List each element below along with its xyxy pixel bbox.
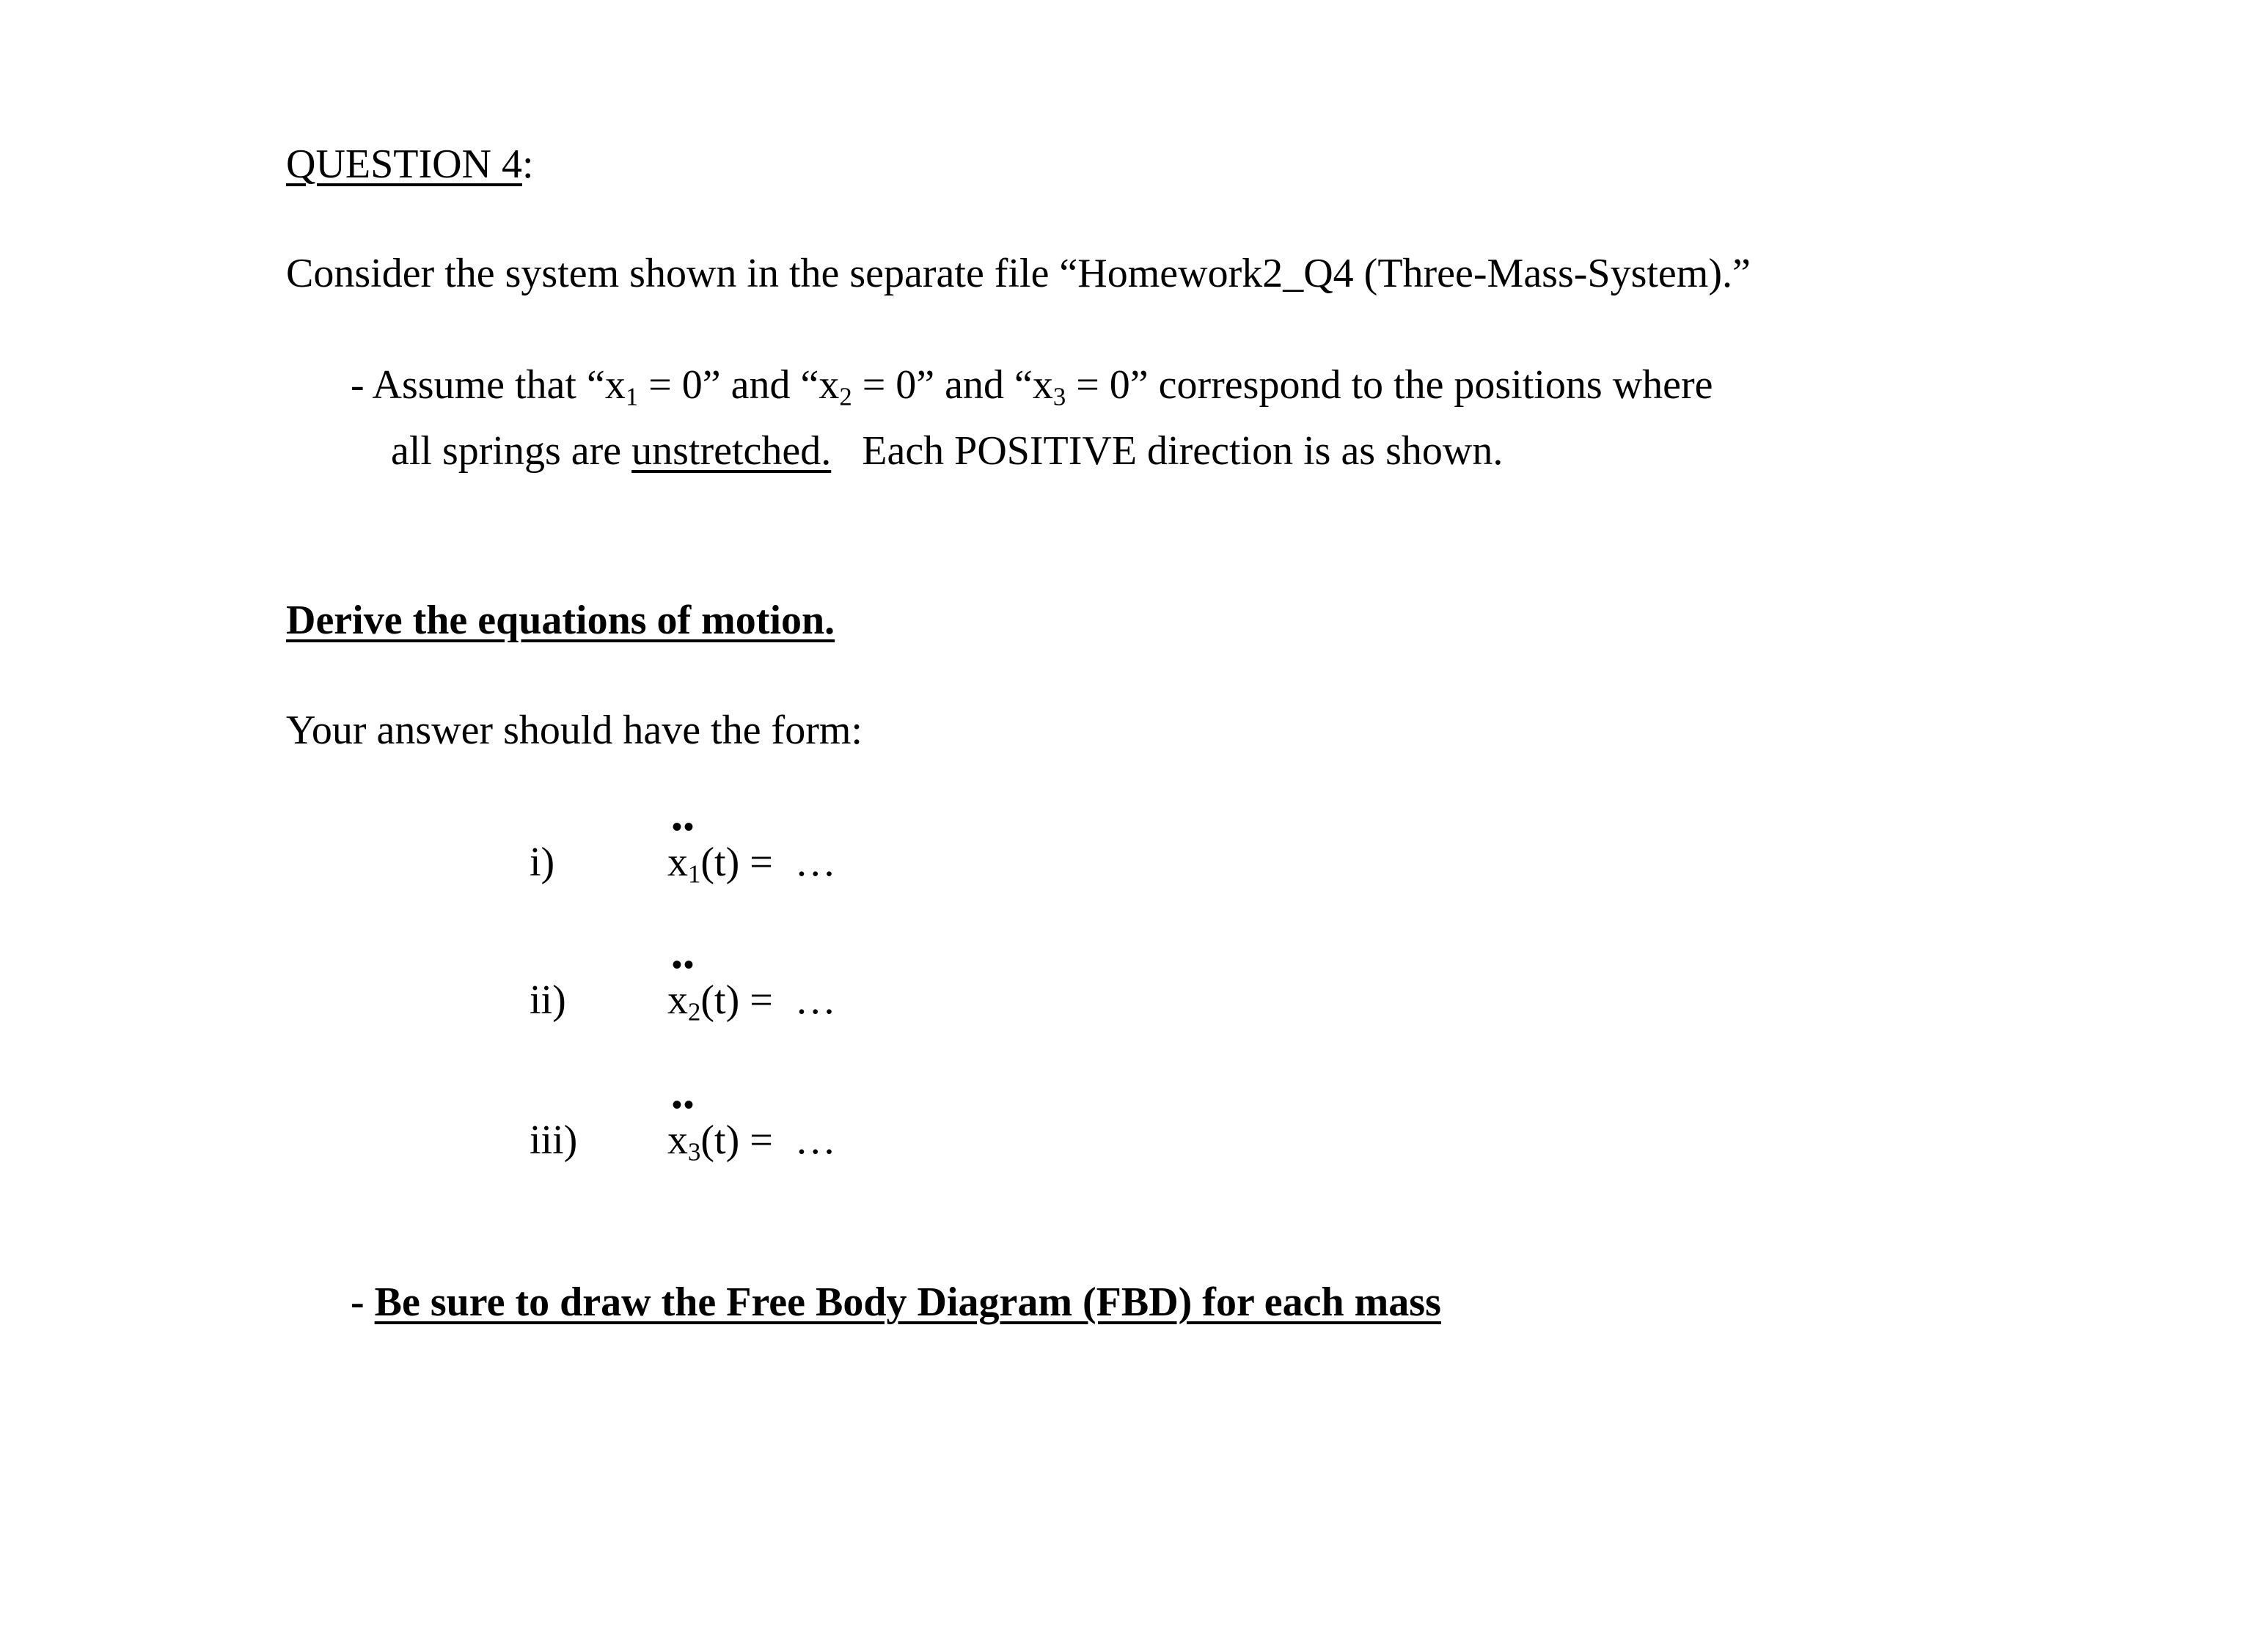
question-heading — [286, 144, 534, 185]
assumption-part-3: = 0” and “x — [852, 362, 1053, 408]
fbd-dash: - — [351, 1280, 375, 1325]
equation-3-ellipsis: … — [794, 1117, 836, 1163]
assumption-part-1: - Assume that “x — [351, 362, 626, 408]
equation-2-sub: 2 — [688, 997, 701, 1027]
equation-2-variable — [667, 948, 696, 1023]
assumption-sub-1: 1 — [625, 382, 639, 411]
equation-1-x: x — [667, 840, 688, 885]
fbd-note — [351, 1282, 1441, 1323]
assumption-line-1 — [351, 362, 1713, 411]
form-intro: Your answer should have the form: — [286, 708, 863, 753]
question-heading-text: QUESTION 4 — [286, 142, 522, 187]
double-dot-accent: •• — [672, 948, 696, 981]
double-dot-accent: •• — [672, 1088, 696, 1121]
assumption-part-4: = 0” correspond to the positions where — [1066, 362, 1713, 408]
equation-3 — [667, 1088, 836, 1167]
assumption-sub-2: 2 — [839, 382, 852, 411]
double-dot-accent: •• — [672, 810, 696, 843]
equation-2-rest: (t) = — [700, 977, 773, 1023]
intro-paragraph: Consider the system shown in the separate file “Homework2_Q4 (Three-Mass-System).” — [286, 251, 1751, 296]
assumption-line-2 — [391, 428, 1504, 474]
equation-1-ellipsis: … — [794, 840, 836, 885]
assumption-line2-start: all springs are — [391, 428, 632, 474]
fbd-note-text: Be sure to draw the Free Body Diagram (FBD) for each mass — [374, 1280, 1441, 1325]
equation-3-sub: 3 — [688, 1137, 701, 1167]
equation-1-rest: (t) = — [700, 840, 773, 885]
equation-2-ellipsis: … — [794, 977, 836, 1023]
assumption-sub-3: 3 — [1052, 382, 1066, 411]
assumption-part-2: = 0” and “x — [638, 362, 840, 408]
assumption-line2-end: Each POSITIVE direction is as shown. — [831, 428, 1504, 474]
equation-1 — [667, 810, 836, 889]
equation-2-x: x — [667, 977, 688, 1023]
unstretched-text: unstretched. — [631, 428, 832, 474]
derive-heading: Derive the equations of motion. — [286, 598, 835, 643]
equation-3-variable — [667, 1088, 696, 1163]
equation-1-variable — [667, 810, 696, 885]
equation-2 — [667, 948, 836, 1027]
equation-label-1: i) — [530, 840, 555, 885]
equation-label-3: iii) — [530, 1117, 578, 1163]
question-heading-colon: : — [521, 142, 534, 187]
equation-3-x: x — [667, 1117, 688, 1163]
equation-label-2: ii) — [530, 977, 566, 1023]
equation-1-sub: 1 — [688, 859, 701, 889]
equation-3-rest: (t) = — [700, 1117, 773, 1163]
